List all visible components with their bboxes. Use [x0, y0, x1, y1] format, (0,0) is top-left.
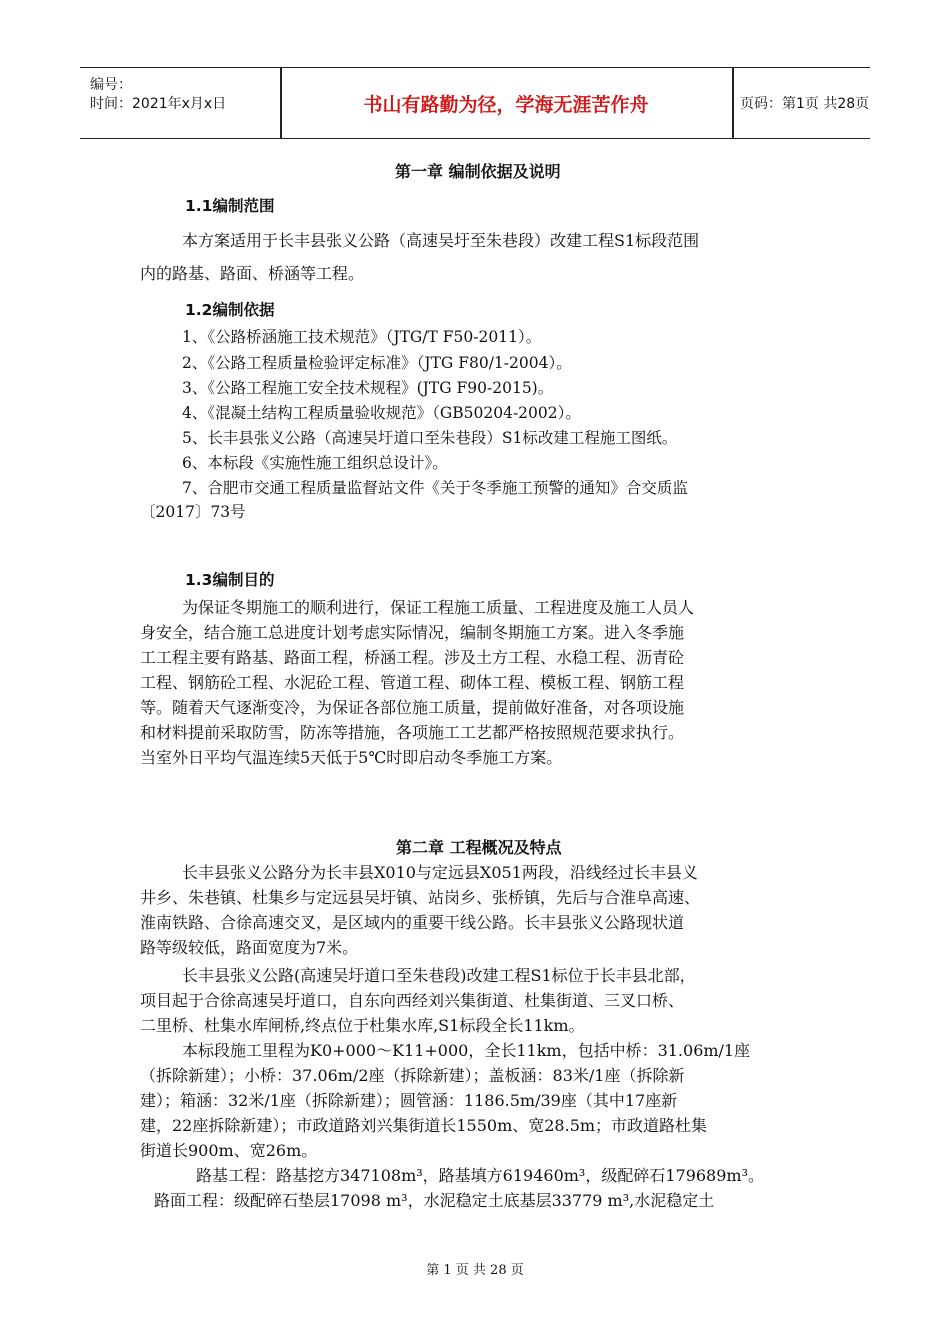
paragraph-line: （拆除新建）；小桥：37.06m/2座（拆除新建）；盖板涵：83米/1座（拆除新	[140, 1066, 685, 1085]
list-item: 5、长丰县张义公路（高速吴圩道口至朱巷段）S1标改建工程施工图纸。	[182, 429, 678, 447]
paragraph-line: 街道长900m、宽26m。	[140, 1141, 318, 1160]
list-item: 〔2017〕73号	[140, 503, 246, 521]
paragraph-line: 为保证冬期施工的顺利进行，保证工程施工质量、工程进度及施工人员人	[182, 598, 695, 617]
header-meta	[80, 68, 280, 138]
list-item: 1、《公路桥涵施工技术规范》（JTG/T F50-2011）。	[182, 328, 542, 346]
section-1-1-title: 1.1编制范围	[185, 197, 275, 215]
paragraph-line: 等。随着天气逐渐变冷，为保证各部位施工质量，提前做好准备，对各项设施	[140, 698, 685, 717]
chapter-1-title: 第一章 编制依据及说明	[395, 162, 561, 181]
number-label: 编号：	[90, 77, 132, 93]
paragraph-line: 建，22座拆除新建）；市政道路刘兴集街道长1550m、宽28.5m；市政道路杜集	[140, 1116, 708, 1135]
paragraph-line: 工工程主要有路基、路面工程，桥涵工程。涉及土方工程、水稳工程、沥青砼	[140, 648, 685, 667]
section-1-2-title: 1.2编制依据	[185, 301, 275, 319]
list-item: 4、《混凝土结构工程质量验收规范》（GB50204-2002）。	[182, 404, 581, 422]
list-item: 2、《公路工程质量检验评定标准》（JTG F80/1-2004）。	[182, 354, 572, 372]
header-motto: 书山有路勤为径，学海无涯苦作舟	[363, 93, 649, 116]
paragraph-line: 身安全，结合施工总进度计划考虑实际情况，编制冬期施工方案。进入冬季施	[140, 623, 685, 642]
paragraph-line: 长丰县张义公路(高速吴圩道口至朱巷段)改建工程S1标位于长丰县北部，	[182, 966, 696, 985]
paragraph-line: 长丰县张义公路分为长丰县X010与定远县X051两段，沿线经过长丰县义	[182, 863, 698, 882]
page-footer: 第 1 页 共 28 页	[426, 1263, 524, 1278]
section-1-3-title: 1.3编制目的	[185, 571, 275, 589]
paragraph-line: 工程、钢筋砼工程、水泥砼工程、管道工程、砌体工程、模板工程、钢筋工程	[140, 673, 685, 692]
page-header	[80, 67, 870, 139]
paragraph-line: 路等级较低，路面宽度为7米。	[140, 938, 359, 957]
paragraph-line: 井乡、朱巷镇、杜集乡与定远县吴圩镇、站岗乡、张桥镇，先后与合淮阜高速、	[140, 888, 701, 907]
paragraph-line: 路基工程：路基挖方347108m³，路基填方619460m³，级配碎石179689m³。	[196, 1166, 764, 1185]
time-label: 时间：2021年x月x日	[90, 96, 227, 112]
list-item: 3、《公路工程施工安全技术规程》(JTG F90-2015)。	[182, 379, 554, 397]
page-info: 页码：第1页 共28页	[740, 96, 870, 112]
paragraph-line: 本标段施工里程为K0+000～K11+000，全长11km，包括中桥：31.06m/1座	[182, 1041, 751, 1060]
list-item: 7、合肥市交通工程质量监督站文件《关于冬季施工预警的通知》合交质监	[182, 479, 688, 497]
list-item: 6、本标段《实施性施工组织总设计》。	[182, 454, 448, 472]
paragraph-line: 项目起于合徐高速吴圩道口，自东向西经刘兴集街道、杜集街道、三叉口桥、	[140, 991, 685, 1010]
paragraph-line: 内的路基、路面、桥涵等工程。	[140, 264, 365, 283]
paragraph-line: 淮南铁路、合徐高速交叉，是区域内的重要干线公路。长丰县张义公路现状道	[140, 913, 685, 932]
paragraph-line: 二里桥、杜集水库闸桥,终点位于杜集水库,S1标段全长11km。	[140, 1016, 585, 1035]
divider	[732, 68, 734, 138]
paragraph-line: 路面工程：级配碎石垫层17098 m³，水泥稳定土底基层33779 m³,水泥稳定土	[154, 1191, 715, 1210]
paragraph-line: 本方案适用于长丰县张义公路（高速吴圩至朱巷段）改建工程S1标段范围	[182, 231, 700, 250]
paragraph-line: 当室外日平均气温连续5天低于5℃时即启动冬季施工方案。	[140, 748, 563, 767]
paragraph-line: 和材料提前采取防雪，防冻等措施，各项施工工艺都严格按照规范要求执行。	[140, 723, 685, 742]
paragraph-line: 建）；箱涵：32米/1座（拆除新建）；圆管涵：1186.5m/39座（其中17座新	[140, 1091, 678, 1110]
chapter-2-title: 第二章 工程概况及特点	[396, 838, 562, 857]
